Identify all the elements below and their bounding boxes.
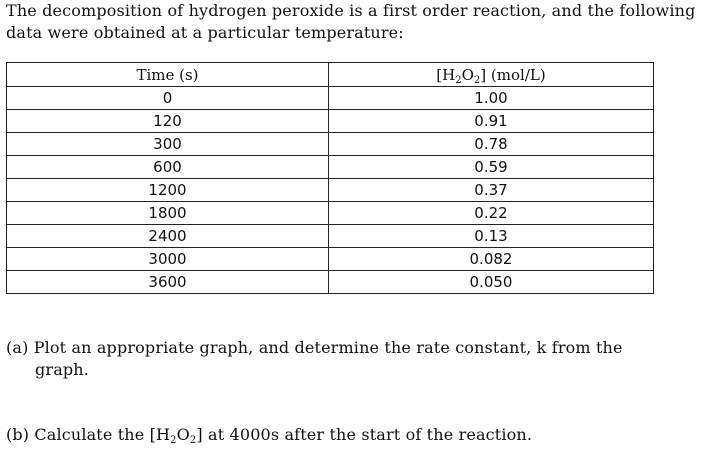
concentration-cell: 1.00	[329, 87, 654, 110]
table-row	[7, 133, 654, 156]
time-cell: 1200	[7, 179, 329, 202]
table-row	[7, 87, 654, 110]
table-row	[7, 225, 654, 248]
table-row	[7, 179, 654, 202]
time-cell: 120	[7, 110, 329, 133]
problem-intro	[6, 0, 710, 44]
question-a-line-1: (a) Plot an appropriate graph, and determine the rate constant, k from the	[6, 338, 623, 357]
concentration-cell: 0.082	[329, 248, 654, 271]
table-row	[7, 202, 654, 225]
question-b: (b) Calculate the $[H_2O_2]$ at 4000s after the start of the reaction.	[6, 425, 533, 446]
question-a	[6, 337, 656, 381]
intro-line-1: The decomposition of hydrogen peroxide is a first order reaction, and the following	[6, 1, 696, 20]
concentration-cell: 0.59	[329, 156, 654, 179]
table-row	[7, 110, 654, 133]
concentration-cell: 0.91	[329, 110, 654, 133]
concentration-cell: 0.22	[329, 202, 654, 225]
time-cell: 3000	[7, 248, 329, 271]
concentration-cell: 0.13	[329, 225, 654, 248]
concentration-cell: 0.37	[329, 179, 654, 202]
time-cell: 0	[7, 87, 329, 110]
time-cell: 1800	[7, 202, 329, 225]
concentration-cell: 0.050	[329, 271, 654, 294]
intro-line-2: data were obtained at a particular temperature:	[6, 23, 404, 42]
time-column-header: Time (s)	[7, 63, 329, 87]
time-cell: 600	[7, 156, 329, 179]
time-cell: 2400	[7, 225, 329, 248]
table-row	[7, 156, 654, 179]
concentration-cell: 0.78	[329, 133, 654, 156]
time-cell: 300	[7, 133, 329, 156]
table-row	[7, 248, 654, 271]
time-cell: 3600	[7, 271, 329, 294]
concentration-column-header: $[H_2O_2]$ (mol/L)	[329, 63, 654, 87]
data-table	[6, 62, 654, 294]
question-a-line-2: graph.	[35, 360, 89, 379]
table-row	[7, 271, 654, 294]
table-header-row	[7, 63, 654, 87]
